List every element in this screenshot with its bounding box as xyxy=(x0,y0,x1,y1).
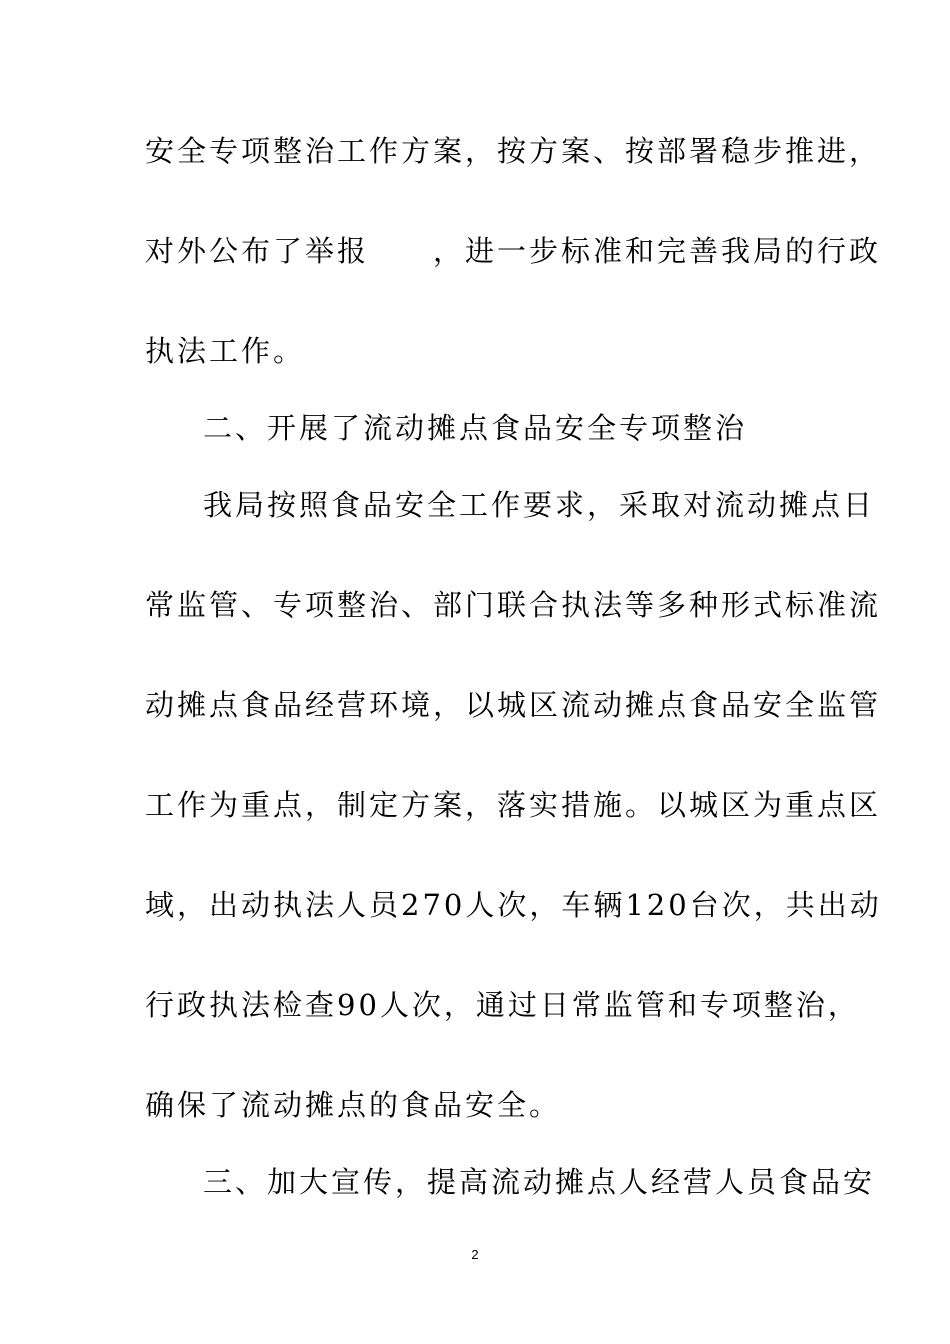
section-heading: 二、开展了流动摊点食品安全专项整治 xyxy=(203,411,748,445)
body-text-line: 安全专项整治工作方案，按方案、按部署稳步推进， xyxy=(145,134,882,168)
body-text-line: 常监管、专项整治、部门联合执法等多种形式标准流 xyxy=(145,588,882,622)
body-text-line: 确保了流动摊点的食品安全。 xyxy=(145,1088,562,1122)
body-text-line: 对外公布了举报 ，进一步标准和完善我局的行政 xyxy=(145,234,882,268)
body-text-line: 动摊点食品经营环境，以城区流动摊点食品安全监管 xyxy=(145,688,882,722)
section-heading: 三、加大宣传，提高流动摊点人经营人员食品安 xyxy=(203,1165,876,1199)
page-number: 2 xyxy=(471,1247,479,1262)
body-text-line: 行政执法检查90人次，通过日常监管和专项整治， xyxy=(145,988,860,1022)
body-text-line: 域，出动执法人员270人次，车辆120台次，共出动 xyxy=(145,888,882,922)
body-text-line: 工作为重点，制定方案，落实措施。以城区为重点区 xyxy=(145,788,882,822)
body-text-line: 我局按照食品安全工作要求，采取对流动摊点日 xyxy=(203,488,876,522)
body-text-line: 执法工作。 xyxy=(145,334,306,368)
